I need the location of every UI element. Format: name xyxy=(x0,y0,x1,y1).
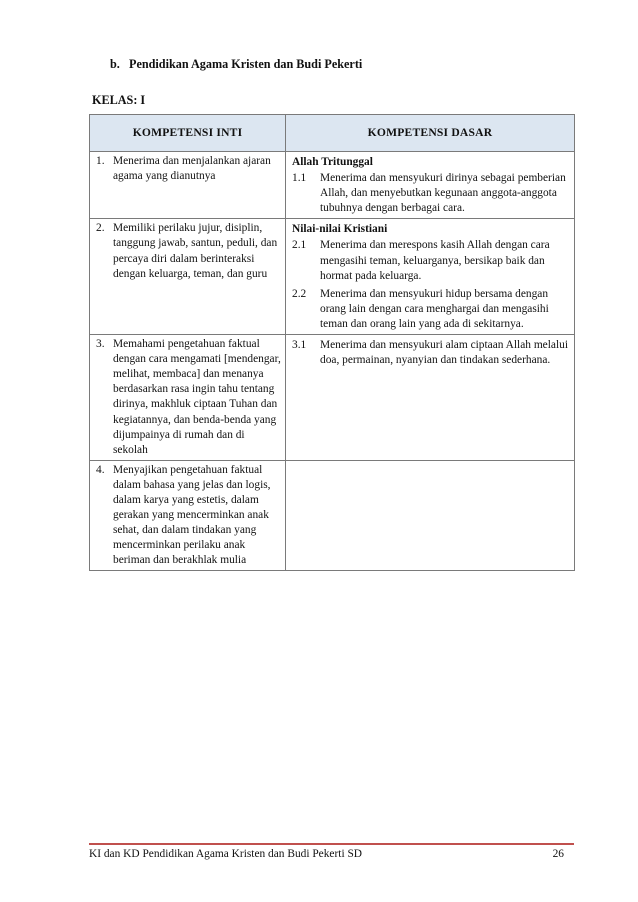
ki-text: Menyajikan pengetahuan faktual dalam bahasa yang jelas dan logis, dalam karya yang estetis, dalam gerakan yang mencerminkan anak sehat, dan dalam tindakan yang mencerminkan perilaku anak beriman dan berakhlak mulia xyxy=(113,463,271,567)
kd-number: 2.2 xyxy=(292,287,307,300)
kd-cell xyxy=(286,335,575,461)
kd-list xyxy=(292,238,570,332)
ki-cell xyxy=(90,152,286,219)
section-title: Pendidikan Agama Kristen dan Budi Pekerti xyxy=(129,57,363,71)
kd-item xyxy=(292,238,570,283)
kd-text: Menerima dan mensyukuri hidup bersama dengan orang lain dengan cara menghargai dan mengasihi teman dan orang lain yang ada di sekitarnya. xyxy=(320,287,549,330)
kd-item xyxy=(292,338,570,368)
kd-list xyxy=(292,171,570,216)
footer-title: KI dan KD Pendidikan Agama Kristen dan Budi Pekerti SD xyxy=(89,848,363,860)
header-kompetensi-dasar: KOMPETENSI DASAR xyxy=(286,115,575,152)
kd-cell xyxy=(286,460,575,571)
table-row xyxy=(90,219,575,335)
kd-topic-title: Allah Tritunggal xyxy=(292,156,373,168)
table-row xyxy=(90,460,575,571)
table-row xyxy=(90,335,575,461)
kd-cell xyxy=(286,152,575,219)
ki-cell xyxy=(90,335,286,461)
ki-text: Memahami pengetahuan faktual dengan cara mengamati [mendengar, melihat, membaca] dan menanya berdasarkan rasa ingin tahu tentang dirinya, makhluk ciptaan Tuhan dan kegiatannya, dan benda-benda yang dijumpainya di rumah dan di sekolah xyxy=(113,338,281,456)
section-letter: b. xyxy=(110,57,120,71)
kd-number: 2.1 xyxy=(292,239,307,252)
kd-item xyxy=(292,171,570,216)
kd-text: Menerima dan mensyukuri dirinya sebagai pemberian Allah, dan menyebutkan kegunaan anggota-anggota tubuhnya dengan berbagai cara. xyxy=(320,172,566,215)
ki-text: Memiliki perilaku jujur, disiplin, tanggung jawab, santun, peduli, dan percaya diri dalam berinteraksi dengan keluarga, teman, dan guru xyxy=(113,222,278,280)
kd-number: 3.1 xyxy=(292,339,307,352)
ki-item xyxy=(96,154,281,184)
ki-number: 2. xyxy=(96,222,105,235)
ki-number: 3. xyxy=(96,338,105,351)
kd-cell xyxy=(286,219,575,335)
kd-item xyxy=(292,287,570,332)
ki-item xyxy=(96,463,281,569)
page-number: 26 xyxy=(552,848,564,860)
kd-list xyxy=(292,338,570,368)
ki-number: 1. xyxy=(96,155,105,167)
ki-item xyxy=(96,221,281,281)
kd-topic-title: Nilai-nilai Kristiani xyxy=(292,223,388,236)
kd-text: Menerima dan merespons kasih Allah dengan cara mengasihi teman, keluarganya, bersikap baik dan hormat pada keluarga. xyxy=(320,239,550,282)
section-heading xyxy=(110,57,362,72)
kd-number: 1.1 xyxy=(292,172,307,185)
ki-cell xyxy=(90,219,286,335)
footer-rule xyxy=(89,843,574,845)
ki-number: 4. xyxy=(96,463,105,476)
class-label: KELAS: I xyxy=(92,93,146,107)
ki-item xyxy=(96,337,281,458)
competency-table xyxy=(89,114,575,571)
kd-text: Menerima dan mensyukuri alam ciptaan Allah melalui doa, permainan, nyanyian dan tindakan sederhana. xyxy=(320,339,568,367)
table-row xyxy=(90,152,575,219)
header-kompetensi-inti: KOMPETENSI INTI xyxy=(90,115,286,152)
table-header-row xyxy=(90,115,575,152)
ki-cell xyxy=(90,460,286,571)
ki-text: Menerima dan menjalankan ajaran agama yang dianutnya xyxy=(113,155,271,183)
